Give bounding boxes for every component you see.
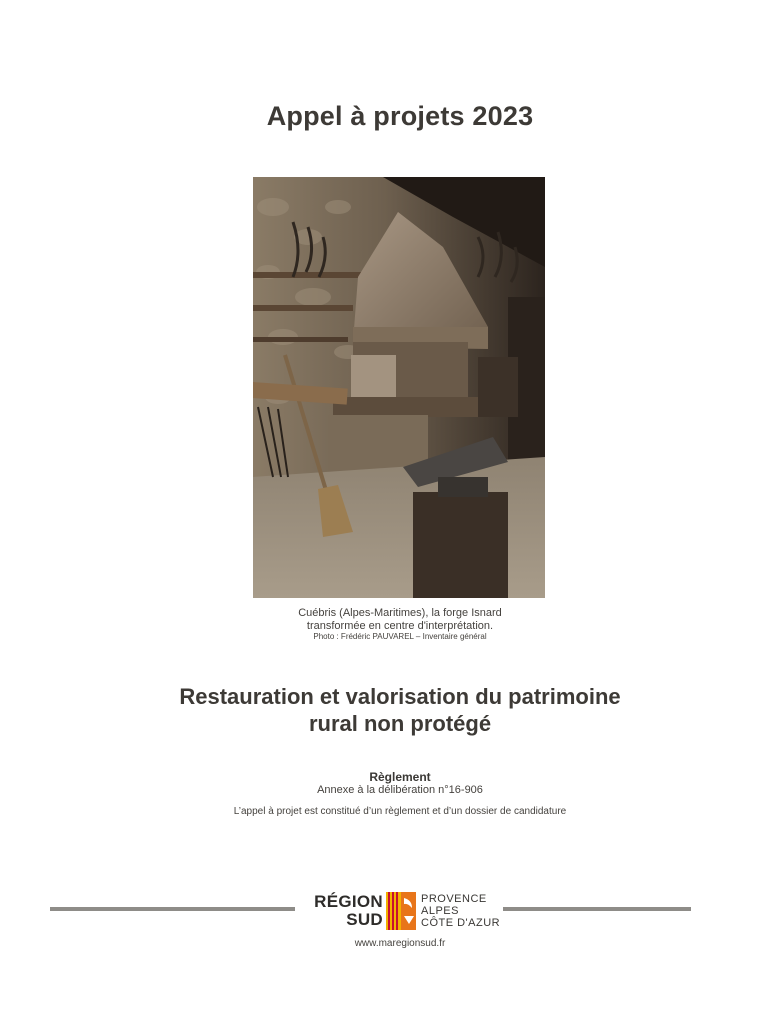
logo-region-alpes: ALPES [421,905,459,917]
forge-photo [253,177,545,598]
document-title: Appel à projets 2023 [266,101,534,131]
logo-region-cote-dazur: CÔTE D'AZUR [421,917,501,929]
reglement-annex: Annexe à la délibération n°16-906 [317,784,483,796]
website-url: www.maregionsud.fr [354,938,446,949]
region-shield-icon [386,892,416,930]
subtitle-line1: Restauration et valorisation du patrimoine [179,684,621,709]
footer-rule-right [503,907,691,911]
logo-word-region: RÉGION [314,892,383,911]
subtitle-line2: rural non protégé [308,711,492,736]
footer-rule-left [50,907,295,911]
reglement-heading: Règlement [369,770,431,784]
photo-caption-line1: Cuébris (Alpes-Maritimes), la forge Isnard [298,607,502,619]
reglement-description: L’appel à projet est constitué d’un règlement et d’un dossier de candidature [233,806,567,817]
photo-credit: Photo : Frédéric PAUVAREL – Inventaire général [313,632,487,641]
logo-region-provence: PROVENCE [421,893,487,905]
logo-word-sud: SUD [346,910,383,929]
photo-caption-line2: transformée en centre d'interprétation. [306,620,494,632]
